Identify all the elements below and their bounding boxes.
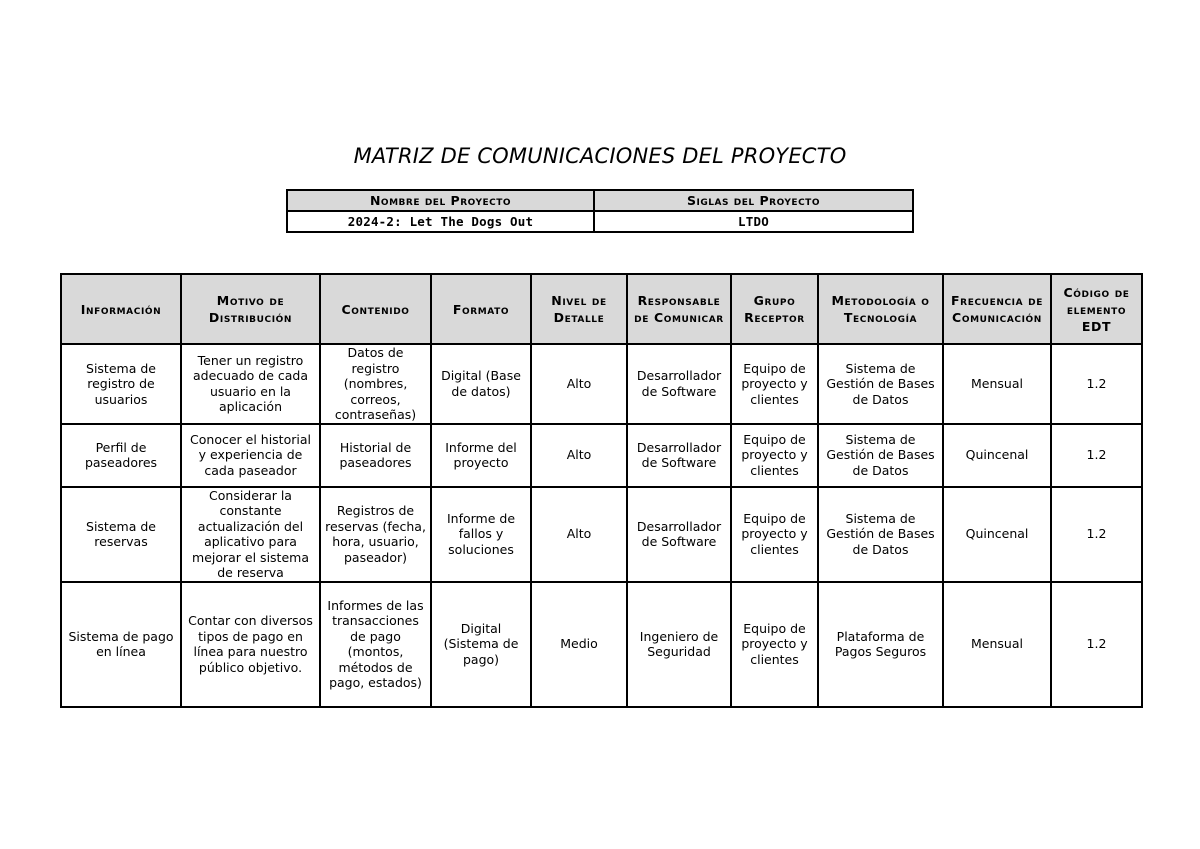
- table-row: [61, 487, 1142, 582]
- table-cell: Desarrollador de Software: [627, 424, 731, 487]
- header-formato: Formato: [431, 274, 531, 344]
- table-cell: 1.2: [1051, 344, 1142, 424]
- table-cell: Ingeniero de Seguridad: [627, 582, 731, 707]
- table-cell: Informes de las transacciones de pago (montos, métodos de pago, estados): [320, 582, 431, 707]
- table-cell: Equipo de proyecto y clientes: [731, 582, 818, 707]
- table-cell: Desarrollador de Software: [627, 344, 731, 424]
- table-cell: Datos de registro (nombres, correos, contraseñas): [320, 344, 431, 424]
- table-cell: Digital (Sistema de pago): [431, 582, 531, 707]
- table-cell: Informe del proyecto: [431, 424, 531, 487]
- header-nivel: Nivel de Detalle: [531, 274, 627, 344]
- table-cell: Informe de fallos y soluciones: [431, 487, 531, 582]
- table-row: [61, 344, 1142, 424]
- table-cell: 1.2: [1051, 424, 1142, 487]
- header-grupo: Grupo Receptor: [731, 274, 818, 344]
- page-title: MATRIZ DE COMUNICACIONES DEL PROYECTO: [353, 144, 847, 168]
- table-cell: Sistema de pago en línea: [61, 582, 181, 707]
- communications-matrix-table: [60, 273, 1143, 708]
- table-cell: Sistema de Gestión de Bases de Datos: [818, 424, 943, 487]
- table-cell: Quincenal: [943, 487, 1051, 582]
- project-acronym-header: Siglas del Proyecto: [594, 190, 913, 211]
- header-metodologia: Metodología o Tecnología: [818, 274, 943, 344]
- table-cell: Registros de reservas (fecha, hora, usuario, paseador): [320, 487, 431, 582]
- table-cell: Medio: [531, 582, 627, 707]
- table-cell: Sistema de Gestión de Bases de Datos: [818, 487, 943, 582]
- table-cell: Quincenal: [943, 424, 1051, 487]
- table-row: [61, 424, 1142, 487]
- table-cell: Alto: [531, 487, 627, 582]
- project-info-table: [286, 189, 914, 233]
- table-cell: Alto: [531, 344, 627, 424]
- header-responsable: Responsable de Comunicar: [627, 274, 731, 344]
- table-cell: Equipo de proyecto y clientes: [731, 344, 818, 424]
- matrix-header-row: [61, 274, 1142, 344]
- table-cell: 1.2: [1051, 582, 1142, 707]
- table-cell: Conocer el historial y experiencia de cada paseador: [181, 424, 320, 487]
- table-cell: Contar con diversos tipos de pago en línea para nuestro público objetivo.: [181, 582, 320, 707]
- header-motivo: Motivo de Distribución: [181, 274, 320, 344]
- project-info-value-row: [287, 211, 913, 232]
- table-cell: 1.2: [1051, 487, 1142, 582]
- table-cell: Plataforma de Pagos Seguros: [818, 582, 943, 707]
- table-cell: Mensual: [943, 344, 1051, 424]
- table-cell: Digital (Base de datos): [431, 344, 531, 424]
- table-cell: Mensual: [943, 582, 1051, 707]
- table-cell: Perfil de paseadores: [61, 424, 181, 487]
- header-frecuencia: Frecuencia de Comunicación: [943, 274, 1051, 344]
- table-cell: Historial de paseadores: [320, 424, 431, 487]
- table-cell: Considerar la constante actualización del aplicativo para mejorar el sistema de reserva: [181, 487, 320, 582]
- table-cell: Tener un registro adecuado de cada usuario en la aplicación: [181, 344, 320, 424]
- project-name-header: Nombre del Proyecto: [287, 190, 594, 211]
- header-informacion: Información: [61, 274, 181, 344]
- project-acronym: LTDO: [594, 211, 913, 232]
- project-info-header-row: [287, 190, 913, 211]
- table-cell: Sistema de reservas: [61, 487, 181, 582]
- header-codigo: Código de elemento EDT: [1051, 274, 1142, 344]
- table-cell: Equipo de proyecto y clientes: [731, 487, 818, 582]
- table-cell: Desarrollador de Software: [627, 487, 731, 582]
- project-name: 2024-2: Let The Dogs Out: [287, 211, 594, 232]
- table-cell: Alto: [531, 424, 627, 487]
- table-cell: Sistema de Gestión de Bases de Datos: [818, 344, 943, 424]
- table-row: [61, 582, 1142, 707]
- table-cell: Equipo de proyecto y clientes: [731, 424, 818, 487]
- table-cell: Sistema de registro de usuarios: [61, 344, 181, 424]
- header-contenido: Contenido: [320, 274, 431, 344]
